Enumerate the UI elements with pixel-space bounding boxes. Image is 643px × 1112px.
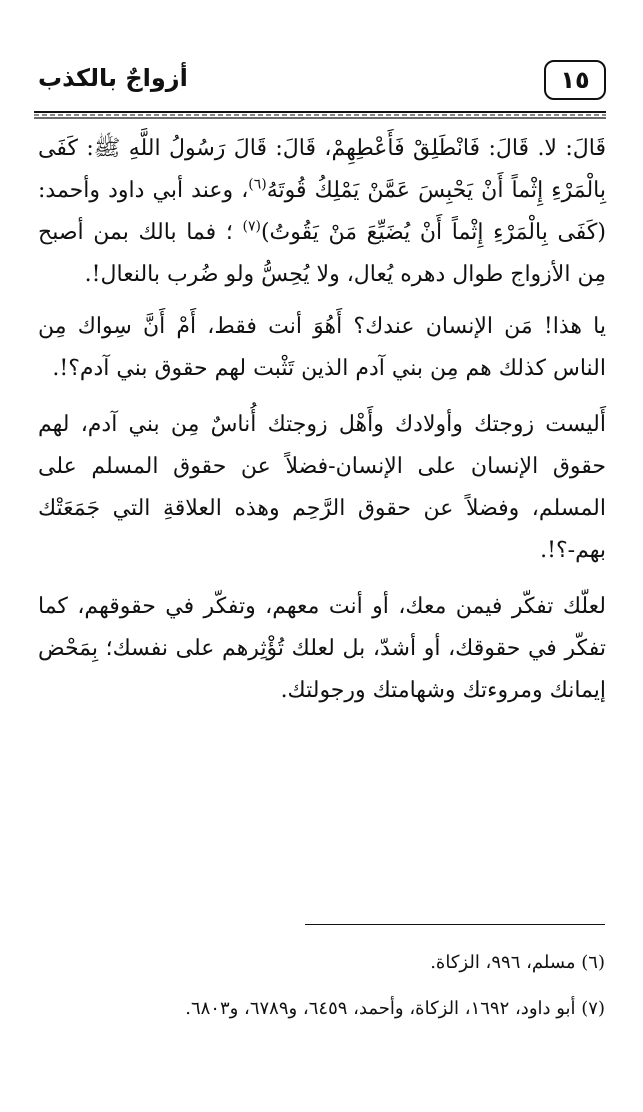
paragraph-reflection: لعلّك تفكّر فيمن معك، أو أنت معهم، وتفكّر في حقوقهم، كما تفكّر في حقوقك، أو أشدّ، بل لعلك تُؤْثِرهم على نفسك؛ بِمَحْض إيمانك ومروءتك وشهامتك ورجولتك. — [38, 594, 606, 703]
paragraph-text: قَالَ: لا. قَالَ: فَانْطَلِقْ فَأَعْطِهِمْ، قَالَ: قَالَ رَسُولُ اللَّهِ ﷺ: كَفَى بِالْمَرْءِ إِثْماً أَنْ يَحْبِسَ عَمَّنْ يَمْلِكُ قُوتَهُ — [38, 136, 606, 203]
running-title: أزواجٌ بالكذب — [38, 64, 188, 92]
footnote-6: (٦) مسلم، ٩٩٦، الزكاة. — [430, 952, 605, 973]
footnotes — [37, 946, 605, 1038]
paragraph-human-rights: يا هذا! مَن الإنسان عندك؟ أَهُوَ أنت فقط، أَمْ أَنَّ سِواك مِن الناس كذلك هم مِن بني آدم الذين تَثْبت لهم حقوق بني آدم؟!. — [38, 314, 606, 381]
paragraph-text: ، وعند أبي داود وأحمد: (كَفَى بِالْمَرْءِ إِثْماً أَنْ يُضَيِّعَ مَنْ يَقُوتُ) — [38, 178, 606, 245]
header-ornamental-rule — [34, 110, 606, 120]
footnote-separator — [305, 924, 605, 925]
page-number: ١٥ — [544, 60, 606, 100]
footnote-ref-7[interactable]: (٧) — [242, 218, 261, 235]
paragraph-hadith — [38, 128, 606, 296]
page-header — [34, 58, 606, 110]
footnote-7: (٧) أبو داود، ١٦٩٢، الزكاة، وأحمد، ٦٤٥٩، و٦٧٨٩، و٦٨٠٣. — [185, 998, 605, 1019]
main-text — [38, 128, 606, 726]
paragraph-text: ؛ فما بالك بمن أصبح مِن الأزواج طوال دهره يُعال، ولا يُحِسُّ ولو ضُرب بالنعال!. — [38, 220, 606, 287]
paragraph-family-rights: أَليست زوجتك وأولادك وأَهْل زوجتك أُناسٌ مِن بني آدم، لهم حقوق الإنسان على الإنسان-فضلاً عن حقوق المسلم على المسلم، وفضلاً عن حقوق الرَّحِم وهذه العلاقةِ التي جَمَعَتْك بهم-؟!. — [38, 412, 606, 563]
footnote-ref-6[interactable]: (٦) — [248, 176, 267, 193]
